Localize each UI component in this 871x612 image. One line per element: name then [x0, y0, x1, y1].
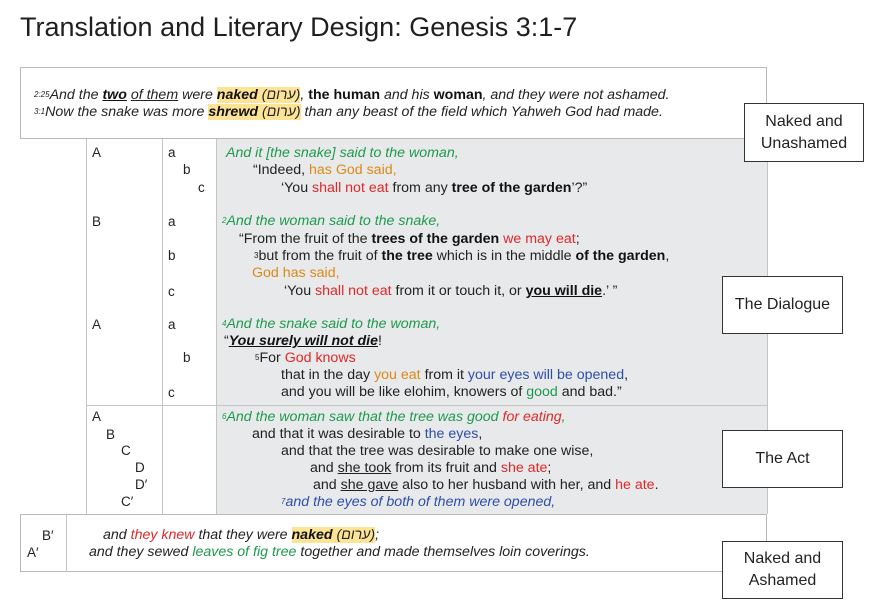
s1-line1: And it [the snake] said to the woman,	[226, 145, 459, 161]
page-title: Translation and Literary Design: Genesis 3:1-7	[20, 12, 578, 42]
s2-line3: $^3$but from the fruit of the tree which is in the middle of the garden,	[254, 248, 670, 264]
s3-line5: and you will be like elohim, knowers of good and bad.”	[281, 384, 622, 400]
label-a: a	[168, 317, 176, 332]
s3-line1: $^4$And the snake said to the woman,	[222, 316, 441, 332]
label-b: b	[183, 162, 191, 177]
grid-line	[86, 139, 87, 514]
label-C: C	[121, 443, 131, 458]
label-D-prime: D′	[135, 477, 148, 492]
grid-line	[66, 514, 67, 572]
label-B-prime: B′	[42, 528, 54, 543]
label-b: b	[183, 350, 191, 365]
s4-line5: and she gave also to her husband with her, and he ate.	[313, 477, 659, 493]
label-c: c	[198, 180, 205, 195]
s4-line2: and that it was desirable to the eyes,	[252, 426, 483, 442]
s4-line3: and that the tree was desirable to make one wise,	[281, 443, 594, 459]
label-c: c	[168, 284, 175, 299]
s2-line5: ‘You shall not eat from it or touch it, or you will die.’ ”	[284, 283, 618, 299]
s2-line1: $^2$And the woman said to the snake,	[222, 213, 441, 229]
s1-line2: “Indeed, has God said,	[253, 162, 397, 178]
s4-line4: and she took from its fruit and she ate;	[310, 460, 552, 476]
side-label-act: The Act	[722, 430, 843, 488]
label-A-prime: A′	[27, 545, 39, 560]
label-D: D	[135, 460, 145, 475]
label-B: B	[92, 214, 102, 229]
label-a: a	[168, 145, 176, 160]
s1-line3: ‘You shall not eat from any tree of the garden’?”	[281, 180, 588, 196]
label-A: A	[92, 145, 102, 160]
grid-line	[216, 139, 217, 514]
label-A: A	[92, 317, 102, 332]
s3-line2: “You surely will not die!	[224, 333, 382, 349]
bottom-line2: and they sewed leaves of fig tree together and made themselves loin coverings.	[89, 544, 590, 560]
label-C-prime: C′	[121, 494, 134, 509]
verse-2-25: $^{2:25}$And the two of them were naked (ערום), the human and his woman, and they were not ashamed.	[34, 87, 670, 103]
side-label-naked-ashamed: Naked and Ashamed	[722, 541, 843, 599]
label-A: A	[92, 409, 102, 424]
side-label-dialogue: The Dialogue	[722, 276, 843, 334]
label-b: b	[168, 248, 176, 263]
grid-line	[162, 139, 163, 514]
s3-line3: $^5$For God knows	[255, 350, 356, 366]
grid-line	[86, 405, 767, 406]
s4-line1: $^6$And the woman saw that the tree was good for eating,	[222, 409, 566, 425]
label-a: a	[168, 214, 176, 229]
label-c: c	[168, 385, 175, 400]
bottom-line1: and they knew that they were naked (ערום);	[103, 527, 380, 543]
s2-line2: “From the fruit of the trees of the garden we may eat;	[239, 231, 580, 247]
label-B: B	[106, 427, 116, 442]
verse-3-1: $^{3:1}$Now the snake was more shrewd (ערום) than any beast of the field which Yahweh God had made.	[34, 104, 663, 120]
side-label-naked-unashamed: Naked and Unashamed	[744, 103, 864, 162]
s3-line4: that in the day you eat from it your eyes will be opened,	[281, 367, 629, 383]
s4-line6: $^7$and the eyes of both of them were opened,	[281, 494, 556, 510]
s2-line4: God has said,	[252, 265, 340, 281]
